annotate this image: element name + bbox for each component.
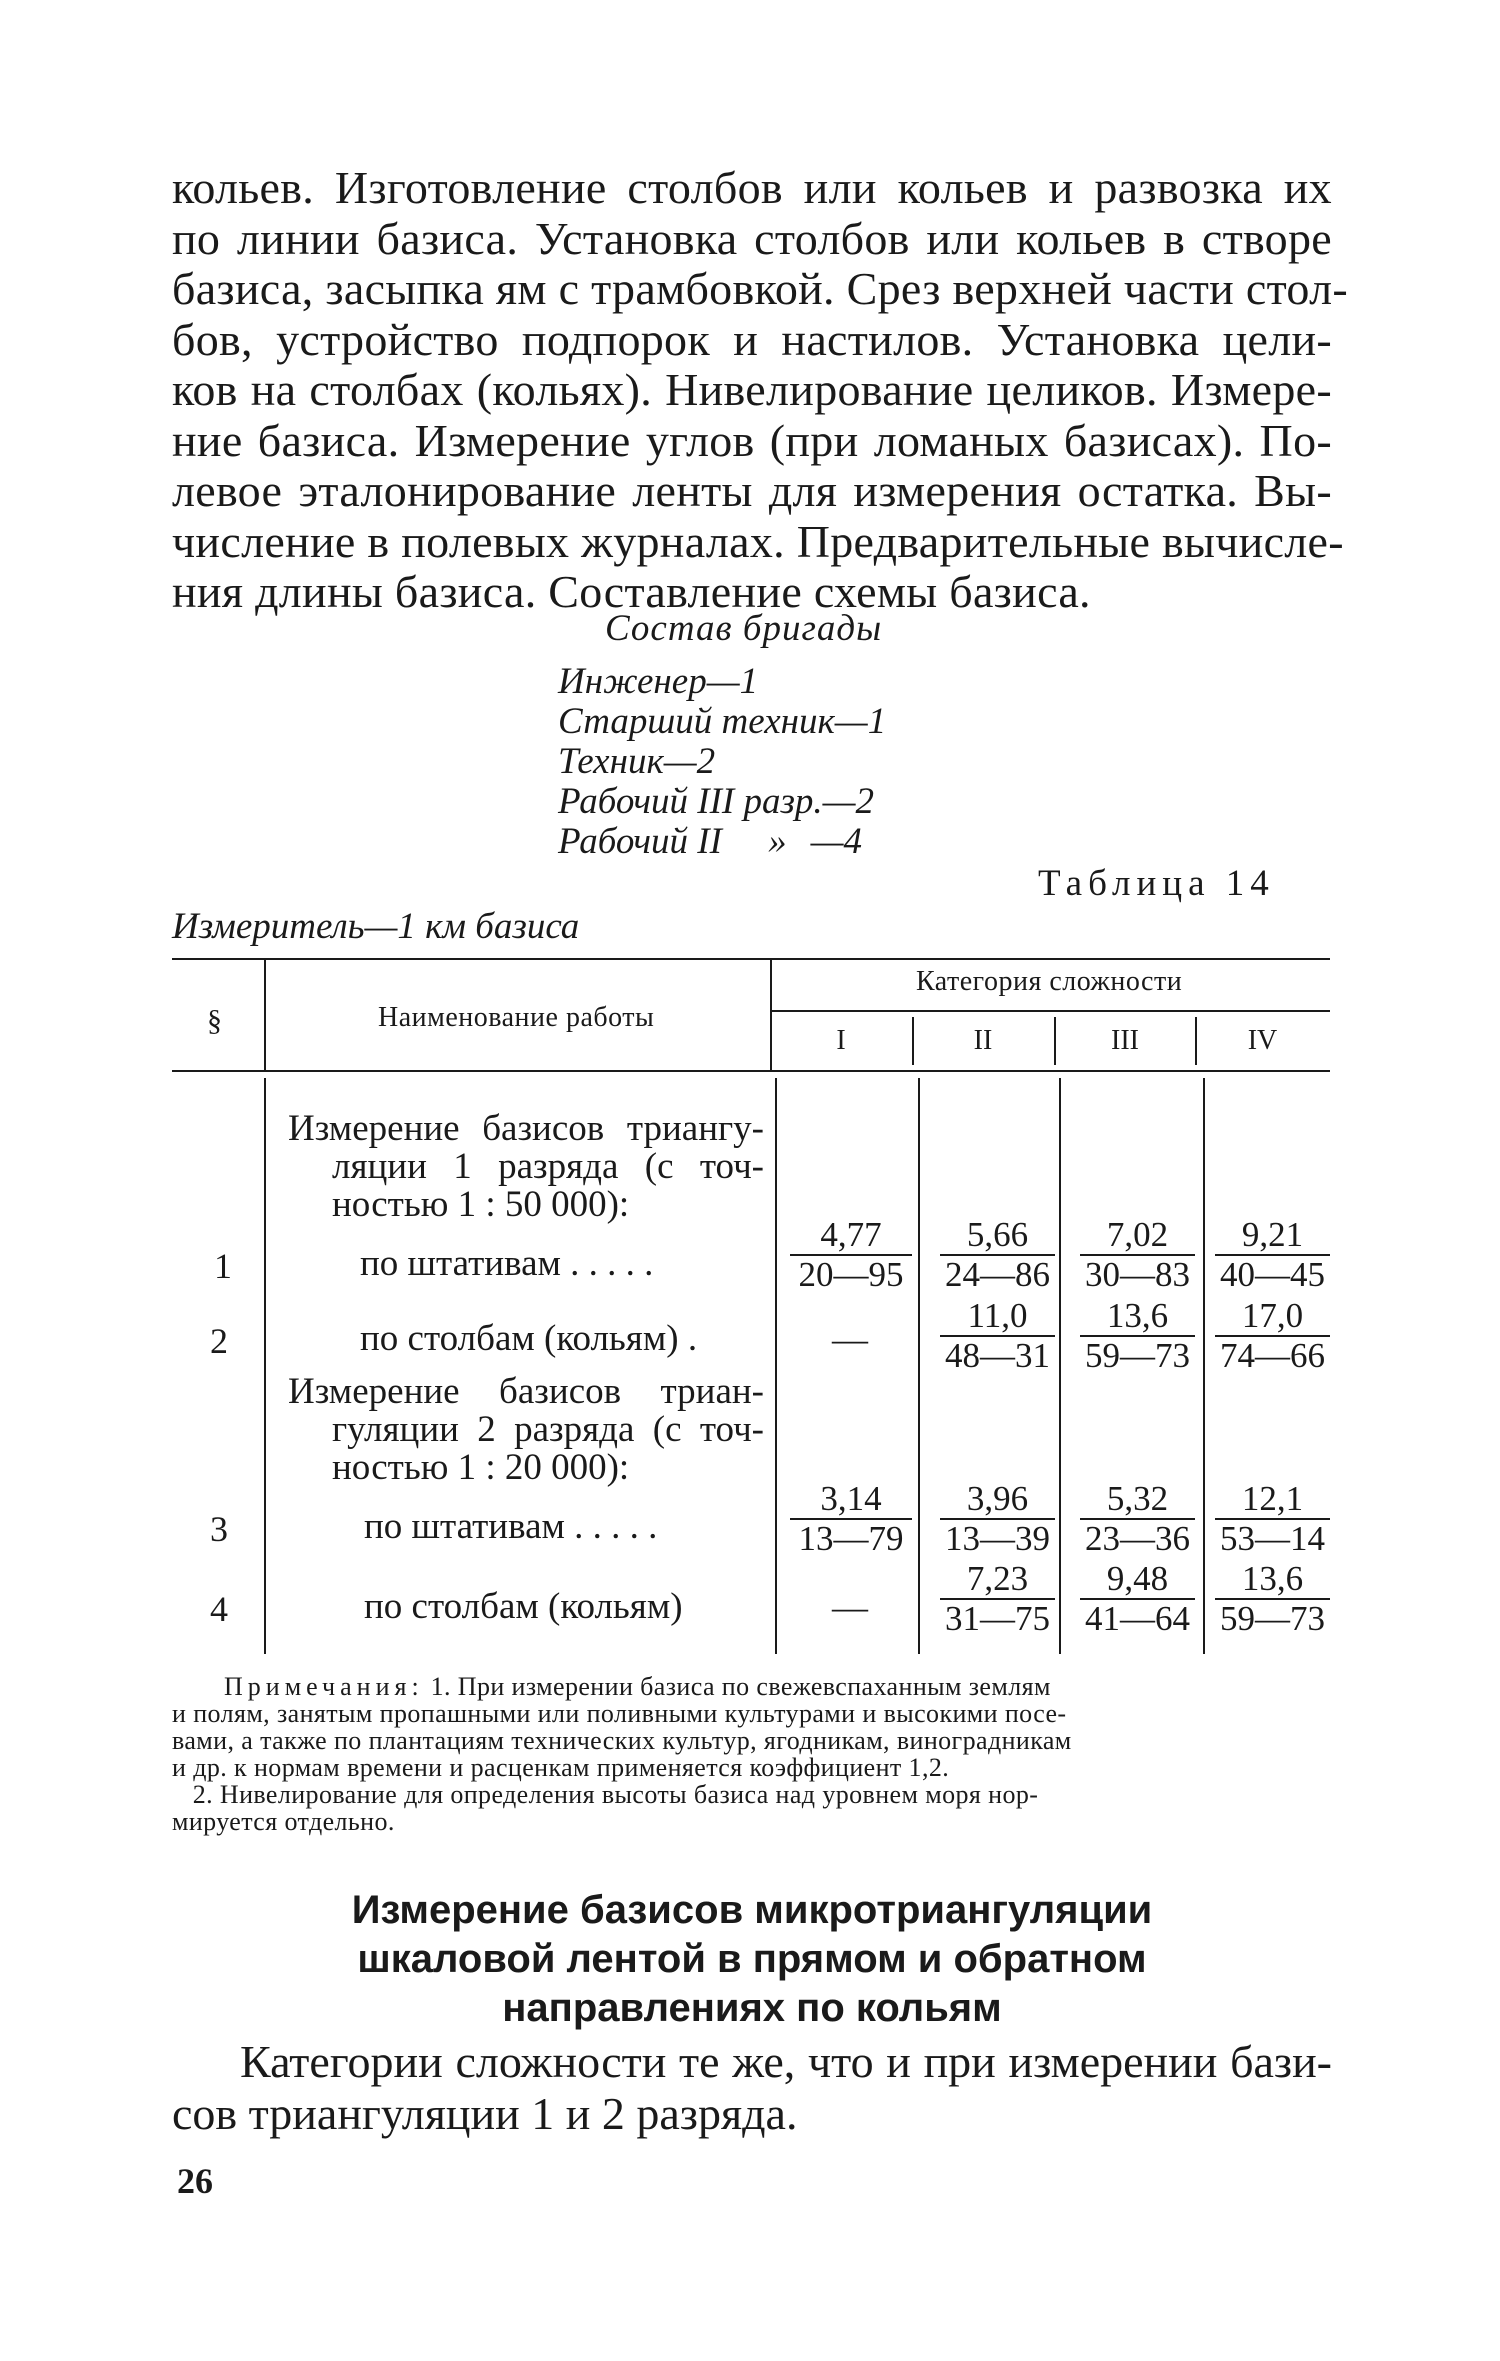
heading-line: шкаловой лентой в прямом и обратном [357,1937,1147,1981]
heading-line: направлениях по кольям [502,1986,1002,2030]
col-divider [264,1078,266,1654]
value-cell: $\frac{5,32}{23—36}$ [1080,1480,1195,1558]
notes-line: 2. Нивелирование для определения высоты базиса над уровнем моря нор- [172,1780,1039,1809]
table-measurer: Измеритель—1 км базиса [172,906,580,947]
row-name: по столбам (кольям) [364,1586,683,1627]
value-cell: $\frac{12,1}{53—14}$ [1215,1480,1330,1558]
member-role: Старший техник [558,701,835,742]
member-role: Инженер [558,661,707,702]
header-category-iii: III [1111,1025,1139,1056]
value-cell: $\frac{17,0}{74—66}$ [1215,1297,1330,1375]
value-cell: $\frac{13,6}{59—73}$ [1215,1560,1330,1638]
brigade-member [558,702,886,742]
notes-line: и полям, занятым пропашными или поливными культурами и высокими посе- [172,1699,1067,1728]
value-dash: — [832,1319,868,1359]
paragraph-line: ние базиса. Измерение углов (при ломаных базисах). По- [172,414,1332,466]
paragraph-line: по линии базиса. Установка столбов или кольев в створе [172,212,1332,264]
brigade-member [558,822,886,862]
header-section: § [207,1004,223,1037]
header-category-ii: II [973,1025,993,1056]
table-label: Таблица 14 [1038,863,1275,904]
member-role: Рабочий III разр. [558,781,823,822]
paragraph-line: сов триангуляции 1 и 2 разряда. [172,2088,798,2139]
row-section: 2 [210,1321,228,1361]
member-role: Рабочий II » [558,821,787,862]
value-cell: $\frac{7,23}{31—75}$ [940,1560,1055,1638]
value-cell: $\frac{9,21}{40—45}$ [1215,1216,1330,1294]
group-title-line: Измерение базисов триан- [288,1371,764,1412]
value-cell: $\frac{3,14}{13—79}$ [790,1480,912,1558]
notes-line: и др. к нормам времени и расценкам применяется коэффициент 1,2. [172,1753,950,1782]
brigade-member [558,782,886,822]
member-role: Техник [558,741,664,782]
page-number: 26 [177,2161,213,2201]
paragraph-line: бов, устройство подпорок и настилов. Установка цели- [172,313,1332,365]
row-section: 4 [210,1589,228,1629]
section-heading [172,1886,1332,2033]
col-divider [1059,1078,1061,1654]
brigade-member [558,662,886,702]
value-cell: $\frac{11,0}{48—31}$ [940,1297,1055,1375]
member-count: —4 [810,821,863,862]
col-divider [1203,1078,1205,1654]
table-notes [172,1672,1332,1836]
intro-paragraph [172,162,1348,618]
member-count: —1 [706,661,759,702]
row-section: 1 [214,1246,232,1286]
group-title-line: ностью 1 : 50 000): [332,1184,630,1225]
group-title-line: Измерение базисов триангу- [288,1108,764,1149]
col-divider [775,1078,777,1654]
col-divider [918,1078,920,1654]
paragraph-line: ков на столбах (кольях). Нивелирование целиков. Измере- [172,364,1332,415]
notes-line: мируется отдельно. [172,1807,395,1836]
closing-paragraph [172,2036,1332,2140]
value-cell: $\frac{13,6}{59—73}$ [1080,1297,1195,1375]
group-title-line: ностью 1 : 20 000): [332,1447,630,1488]
value-cell: $\frac{3,96}{13—39}$ [940,1480,1055,1558]
value-cell: $\frac{9,48}{41—64}$ [1080,1560,1195,1638]
member-count: —1 [834,701,887,742]
header-name: Наименование работы [378,1002,655,1033]
paragraph-line: числение в полевых журналах. Предварительные вычисле- [172,515,1344,567]
table-top-rule [172,958,1330,960]
col-divider [264,960,266,1070]
notes-line: Примечания: 1. При измерении базиса по свежевспаханным землям [224,1672,1051,1701]
row-name: по штативам . . . . . [360,1243,654,1284]
member-count: —2 [822,781,875,822]
header-bottom-rule [172,1070,1330,1072]
value-cell: $\frac{7,02}{30—83}$ [1080,1216,1195,1294]
notes-line: вами, а также по плантациям технических культур, ягодникам, виноградникам [172,1726,1072,1755]
value-cell: $\frac{5,66}{24—86}$ [940,1216,1055,1294]
value-dash: — [832,1587,868,1627]
heading-line: Измерение базисов микротриангуляции [351,1888,1153,1932]
group-title-line: ляции 1 разряда (с точ- [332,1146,764,1187]
brigade-title: Состав бригады [605,608,883,649]
group-title [288,1373,764,1487]
brigade-list [558,662,886,862]
paragraph-line: кольев. Изготовление столбов или кольев и развозка их [172,162,1332,213]
category-rule [770,1010,1330,1012]
member-count: —2 [663,741,716,782]
group-title-line: гуляции 2 разряда (с точ- [332,1409,764,1450]
notes-label: Примечания: [224,1672,424,1701]
paragraph-line: левое эталонирование ленты для измерения остатка. Вы- [172,465,1332,516]
header-category: Категория сложности [916,966,1183,997]
group-title [288,1110,764,1224]
row-name: по штативам . . . . . [364,1506,658,1547]
brigade-member [558,742,886,782]
row-section: 3 [210,1509,228,1549]
row-name: по столбам (кольям) . [360,1318,698,1359]
paragraph-line: ния длины базиса. Составление схемы базиса. [172,566,1091,617]
paragraph-line: Категории сложности те же, что и при измерении бази- [240,2036,1332,2087]
paragraph-line: базиса, засыпка ям с трамбовкой. Срез верхней части стол- [172,263,1348,314]
header-category-i: I [836,1025,846,1056]
value-cell: $\frac{4,77}{20—95}$ [790,1216,912,1294]
header-category-iv: IV [1247,1025,1278,1056]
